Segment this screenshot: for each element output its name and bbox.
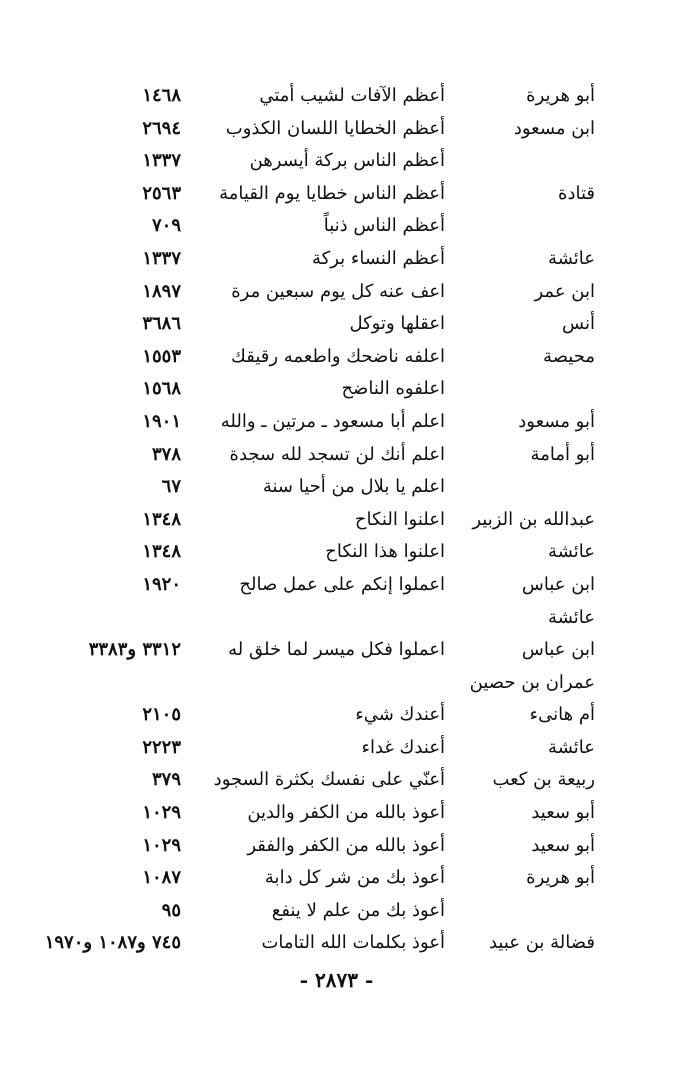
- hadith-text: أعوذ بالله من الكفر والفقر: [247, 834, 445, 856]
- narrator-name: أبو سعيد: [531, 834, 595, 856]
- index-row: [0, 536, 673, 569]
- narrator-name: عمران بن حصين: [469, 671, 595, 693]
- index-row: [0, 439, 673, 472]
- hadith-number: ٢٥٦٣: [142, 182, 181, 204]
- hadith-text: أعظم الخطايا اللسان الكذوب: [225, 117, 445, 139]
- narrator-name: ابن مسعود: [513, 117, 595, 139]
- index-row: [0, 699, 673, 732]
- hadith-text: اعقلها وتوكل: [349, 313, 445, 335]
- hadith-text: اعلم يا بلال من أحيا سنة: [262, 476, 445, 498]
- narrator-name: عائشة: [548, 606, 595, 628]
- hadith-number: ٣٧٩: [151, 769, 181, 791]
- narrator-name: أبو هريرة: [526, 85, 595, 106]
- hadith-number: ٧٠٩: [151, 215, 181, 237]
- narrator-name: أبو هريرة: [526, 867, 595, 889]
- hadith-text: أعظم النساء بركة: [311, 247, 445, 269]
- hadith-text: أعظم الناس بركة أيسرهن: [249, 150, 445, 172]
- index-row: [0, 569, 673, 602]
- index-row: [0, 406, 673, 439]
- hadith-text: أعوذ بالله من الكفر والدين: [247, 802, 445, 824]
- hadith-number: ١٥٥٣: [142, 345, 181, 367]
- hadith-number: ٩٥: [161, 899, 181, 921]
- narrator-name: أبو سعيد: [531, 802, 595, 824]
- hadith-number: ١٠٢٩: [142, 802, 181, 824]
- hadith-number: ٧٤٥ و١٠٨٧ و١٩٧٠: [44, 932, 181, 954]
- hadith-number: ٦٧: [161, 476, 181, 498]
- index-row: [0, 504, 673, 537]
- hadith-text: أعندك شيء: [355, 704, 445, 726]
- hadith-number: ١٠٢٩: [142, 834, 181, 856]
- narrator-name: أبو أمامة: [530, 443, 595, 465]
- hadith-number: ١٠٨٧: [142, 867, 181, 889]
- index-row: [0, 373, 673, 406]
- hadith-number: ١٩٠١: [142, 410, 181, 432]
- index-row: [0, 602, 673, 635]
- index-row: [0, 80, 673, 113]
- narrator-name: أبو مسعود: [518, 410, 595, 432]
- hadith-number: ٣٣١٢ و٣٣٨٣: [88, 639, 181, 661]
- hadith-text: أعندك غداء: [361, 736, 445, 758]
- narrator-name: ابن عباس: [521, 573, 595, 595]
- hadith-number: ٢١٠٥: [142, 704, 181, 726]
- narrator-name: ابن عمر: [534, 280, 595, 302]
- index-row: [0, 308, 673, 341]
- hadith-number: ١٩٢٠: [142, 573, 181, 595]
- hadith-number: ١٣٤٨: [142, 508, 181, 530]
- index-row: [0, 341, 673, 374]
- hadith-text: اعملوا إنكم على عمل صالح: [239, 573, 445, 595]
- hadith-text: أعوذ بك من شر كل دابة: [264, 867, 445, 889]
- narrator-name: عائشة: [548, 736, 595, 758]
- hadith-index-list: [0, 80, 673, 960]
- hadith-text: أعظم الآفات لشيب أمتي: [259, 85, 445, 106]
- hadith-number: ١٣٣٧: [142, 150, 181, 172]
- narrator-name: ابن عباس: [521, 639, 595, 661]
- hadith-text: اعملوا فكل ميسر لما خلق له: [228, 639, 445, 661]
- hadith-text: اعلفه ناضحك واطعمه رقيقك: [231, 345, 445, 367]
- narrator-name: عائشة: [548, 541, 595, 563]
- index-row: [0, 145, 673, 178]
- index-row: [0, 210, 673, 243]
- hadith-number: ٣٧٨: [151, 443, 181, 465]
- hadith-number: ١٨٩٧: [142, 280, 181, 302]
- hadith-text: اعلم أبا مسعود ـ مرتين ـ والله: [220, 410, 445, 432]
- index-row: [0, 113, 673, 146]
- hadith-number: ١٣٣٧: [142, 247, 181, 269]
- hadith-text: اعلنوا هذا النكاح: [325, 541, 445, 563]
- narrator-name: فضالة بن عبيد: [488, 932, 595, 954]
- hadith-text: أعظم الناس خطايا يوم القيامة: [219, 182, 445, 204]
- hadith-number: ١٣٤٨: [142, 541, 181, 563]
- index-row: [0, 797, 673, 830]
- index-row: [0, 667, 673, 700]
- index-row: [0, 276, 673, 309]
- hadith-number: ١٥٦٨: [142, 378, 181, 400]
- index-row: [0, 178, 673, 211]
- narrator-name: عائشة: [548, 247, 595, 269]
- hadith-number: ٢٢٢٣: [142, 736, 181, 758]
- hadith-text: أعظم الناس ذنباً: [323, 215, 445, 237]
- hadith-number: ٣٦٨٦: [142, 313, 181, 335]
- hadith-text: أعوذ بك من علم لا ينفع: [271, 899, 445, 921]
- narrator-name: أم هانىء: [529, 704, 595, 726]
- index-row: [0, 634, 673, 667]
- index-row: [0, 862, 673, 895]
- hadith-text: اعف عنه كل يوم سبعين مرة: [231, 280, 445, 302]
- hadith-number: ١٤٦٨: [142, 85, 181, 106]
- page-number: - ٢٨٧٣ -: [299, 968, 374, 992]
- index-row: [0, 927, 673, 960]
- index-row: [0, 732, 673, 765]
- narrator-name: محيصة: [543, 345, 595, 367]
- narrator-name: ربيعة بن كعب: [492, 769, 595, 791]
- hadith-text: أعنّي على نفسك بكثرة السجود: [213, 769, 445, 791]
- narrator-name: أنس: [562, 313, 595, 335]
- index-row: [0, 830, 673, 863]
- index-row: [0, 243, 673, 276]
- hadith-text: اعلم أنك لن تسجد لله سجدة: [229, 443, 445, 465]
- hadith-text: اعلفوه الناضح: [341, 378, 445, 400]
- hadith-text: أعوذ بكلمات الله التامات: [261, 932, 445, 954]
- hadith-text: اعلنوا النكاح: [354, 508, 445, 530]
- index-row: [0, 895, 673, 928]
- index-row: [0, 471, 673, 504]
- narrator-name: عبدالله بن الزبير: [472, 508, 595, 530]
- hadith-number: ٢٦٩٤: [142, 117, 181, 139]
- narrator-name: قتادة: [558, 182, 595, 204]
- index-row: [0, 764, 673, 797]
